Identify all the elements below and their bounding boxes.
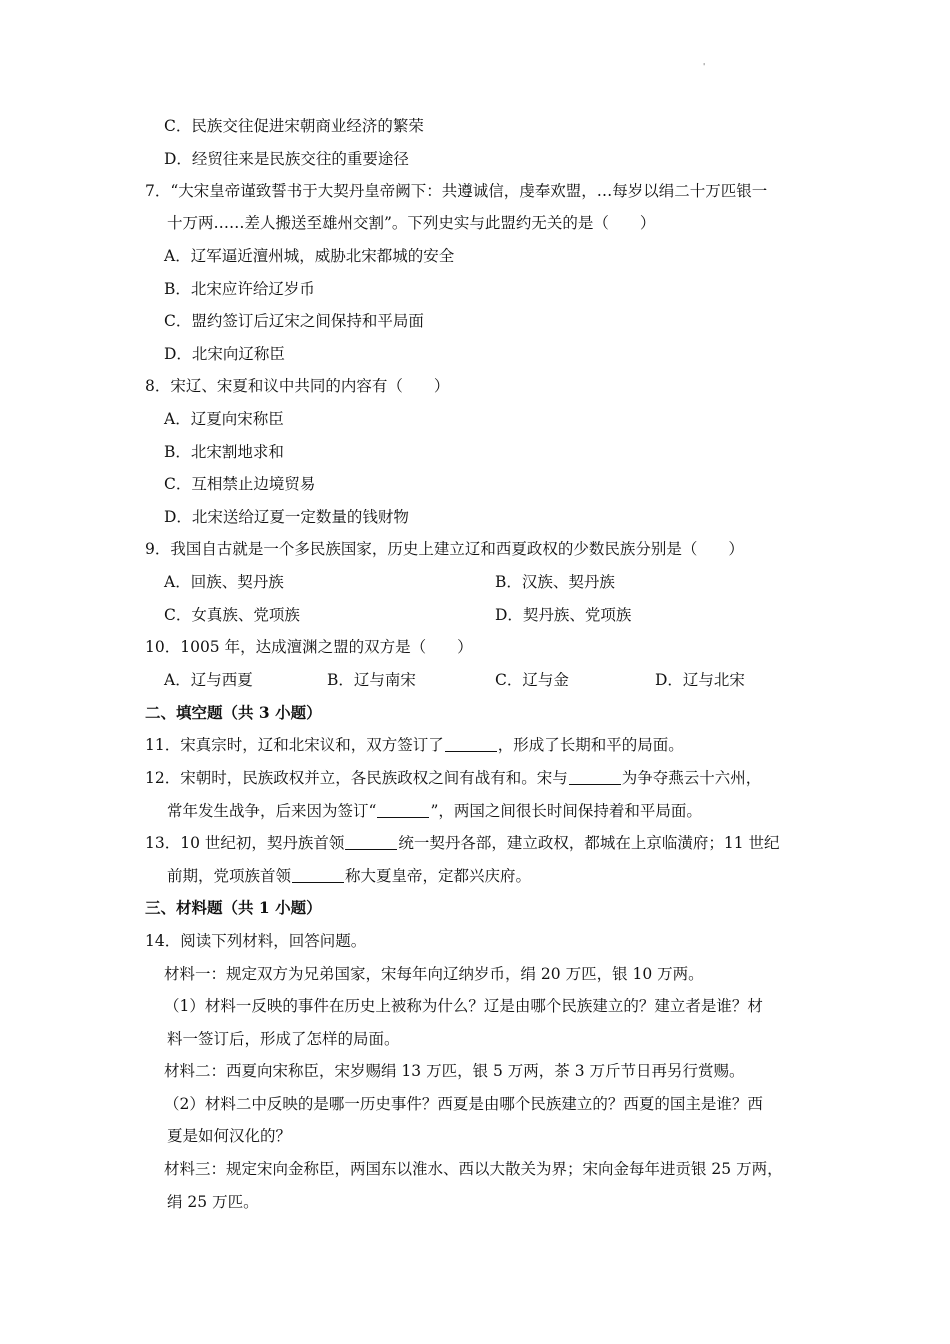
- q8-option-a: A．辽夏向宋称臣: [164, 410, 284, 428]
- q14-question-2-line1: （2）材料二中反映的是哪一历史事件？西夏是由哪个民族建立的？西夏的国主是谁？西: [164, 1095, 763, 1113]
- q13-text-2: 统一契丹各部，建立政权，都城在上京临潢府；11 世纪: [398, 834, 780, 852]
- q12-text-2: 为争夺燕云十六州，: [621, 769, 762, 787]
- q9-stem: 9．我国自古就是一个多民族国家，历史上建立辽和西夏政权的少数民族分别是（ ）: [145, 540, 744, 558]
- q8-option-b: B．北宋割地求和: [164, 443, 284, 461]
- q13-text-1: 13．10 世纪初，契丹族首领: [145, 834, 345, 852]
- q9-option-b: B．汉族、契丹族: [495, 573, 615, 591]
- q7-stem-line1: 7．“大宋皇帝谨致誓书于大契丹皇帝阙下：共遵诚信，虔奉欢盟，…每岁以绢二十万匹银一: [145, 182, 768, 200]
- q8-stem: 8．宋辽、宋夏和议中共同的内容有（ ）: [145, 377, 450, 395]
- q6-option-c: C．民族交往促进宋朝商业经济的繁荣: [164, 117, 424, 135]
- section-3-heading: 三、材料题（共 1 小题）: [145, 898, 322, 917]
- q6-option-d: D．经贸往来是民族交往的重要途径: [164, 150, 409, 168]
- q13-blank-1: [345, 833, 397, 850]
- q7-option-a: A．辽军逼近澶州城，威胁北宋都城的安全: [164, 247, 455, 265]
- q10-option-a: A．辽与西夏: [164, 671, 253, 689]
- q11-line: [145, 734, 684, 756]
- q11-text-2: ，形成了长期和平的局面。: [497, 736, 684, 754]
- q14-material-3-line2: 绢 25 万匹。: [167, 1193, 259, 1211]
- section-2-heading: 二、填空题（共 3 小题）: [145, 703, 322, 722]
- q10-option-d: D．辽与北宋: [655, 671, 745, 689]
- q9-option-d: D．契丹族、党项族: [495, 606, 632, 624]
- q11-text-1: 11．宋真宗时，辽和北宋议和，双方签订了: [145, 736, 444, 754]
- q13-line1: [145, 832, 780, 854]
- q14-question-1-line2: 料一签订后，形成了怎样的局面。: [167, 1030, 400, 1048]
- q9-option-c: C．女真族、党项族: [164, 606, 300, 624]
- q12-text-1: 12．宋朝时，民族政权并立，各民族政权之间有战有和。宋与: [145, 769, 568, 787]
- q10-option-b: B．辽与南宋: [327, 671, 416, 689]
- q14-material-2: 材料二：西夏向宋称臣，宋岁赐绢 13 万匹，银 5 万两，茶 3 万斤节日再另行赏赐。: [164, 1062, 745, 1080]
- q7-stem-line2: 十万两……差人搬送至雄州交割”。下列史实与此盟约无关的是（ ）: [167, 214, 656, 232]
- q14-material-1: 材料一：规定双方为兄弟国家，宋每年向辽纳岁币，绢 20 万匹，银 10 万两。: [164, 965, 704, 983]
- q10-stem: 10．1005 年，达成澶渊之盟的双方是（ ）: [145, 638, 473, 656]
- q10-option-c: C．辽与金: [495, 671, 569, 689]
- q14-question-2-line2: 夏是如何汉化的？: [167, 1127, 292, 1145]
- page-mark: ': [703, 62, 706, 71]
- q14-question-1-line1: （1）材料一反映的事件在历史上被称为什么？辽是由哪个民族建立的？建立者是谁？材: [164, 997, 763, 1015]
- q7-option-d: D．北宋向辽称臣: [164, 345, 285, 363]
- q12-text-4: ”，两国之间很长时间保持着和平局面。: [430, 802, 702, 820]
- q14-material-3-line1: 材料三：规定宋向金称臣，两国东以淮水、西以大散关为界；宋向金每年进贡银 25 万两，: [164, 1160, 783, 1178]
- q12-text-3: 常年发生战争，后来因为签订“: [167, 802, 377, 820]
- q9-option-a: A．回族、契丹族: [164, 573, 284, 591]
- q13-text-4: 称大夏皇帝，定都兴庆府。: [345, 867, 532, 885]
- q8-option-c: C．互相禁止边境贸易: [164, 475, 316, 493]
- q8-option-d: D．北宋送给辽夏一定数量的钱财物: [164, 508, 409, 526]
- q11-blank: [445, 735, 497, 752]
- q7-option-c: C．盟约签订后辽宋之间保持和平局面: [164, 312, 424, 330]
- q12-line2: [167, 800, 702, 822]
- q13-blank-2: [292, 866, 344, 883]
- q13-line2: [167, 865, 531, 887]
- q13-text-3: 前期，党项族首领: [167, 867, 292, 885]
- q14-stem: 14．阅读下列材料，回答问题。: [145, 932, 367, 950]
- q7-option-b: B．北宋应许给辽岁币: [164, 280, 315, 298]
- q12-line1: [145, 767, 761, 789]
- q12-blank-2: [377, 801, 429, 818]
- q12-blank-1: [569, 768, 621, 785]
